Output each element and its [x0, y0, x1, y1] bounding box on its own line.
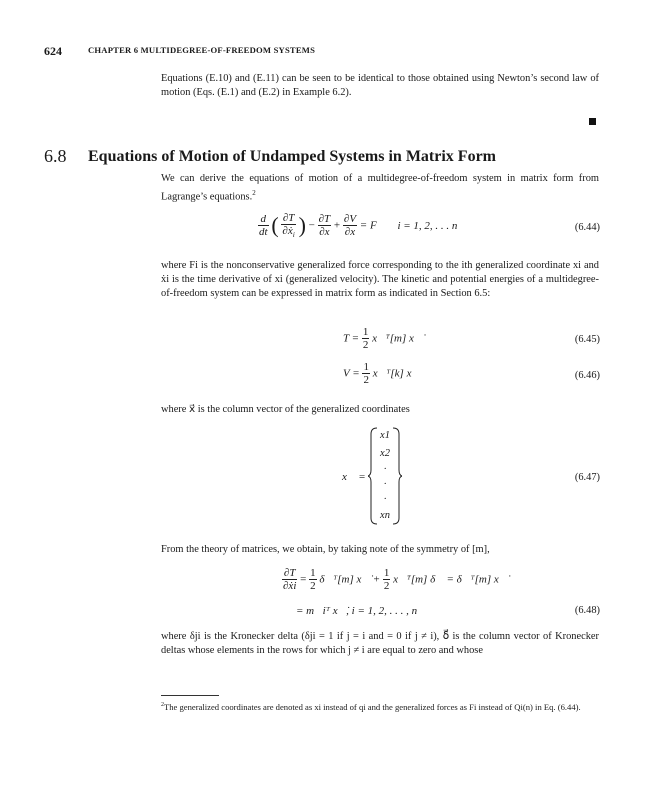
paragraph-text: We can derive the equations of motion of a multidegree-of-freedom system in matrix form from Lagrange’s equations.	[161, 173, 599, 203]
vector-entry-dot: ·	[383, 479, 387, 490]
dT-dxdot-fraction: $\frac{\partial T}{\partial ẋ_i}$	[282, 212, 295, 240]
equation-label-6-46: (6.46)	[574, 370, 600, 381]
equation-6-46: V = $\frac{1}{2}$ x⃗ᵀ[k] x⃗	[343, 361, 421, 386]
end-of-example-mark	[589, 118, 596, 125]
equation-label-6-44: (6.44)	[574, 222, 600, 233]
section-number: 6.8	[44, 146, 67, 166]
paragraph-kronecker-delta: where δji is the Kronecker delta (δji = 1 if j = i and = 0 if j ≠ i), δ⃗ is the column vector of Kronecker deltas whose elements in the rows for which j ≠ i are equal to zero and whose	[161, 631, 599, 656]
dT-dx-fraction: $\frac{\partial T}{\partial x}$	[318, 213, 331, 239]
footnote-text: The generalized coordinates are denoted as xi instead of qi and the generalized forces as Fi instead of Qi(n) in Eq. (6.44).	[164, 701, 581, 712]
equation-6-48-line-1: $\frac{\partial T}{\text{∂ẋi}}$ = $\frac{1}{2}$ δ⃗ᵀ[m] x⃗̇ + $\frac{1}{2}$ x⃗̇ᵀ[m] δ⃗ = δ⃗ᵀ[m] x⃗̇	[283, 567, 508, 592]
footnote	[161, 699, 599, 713]
column-vector-x	[368, 426, 402, 526]
equation-label-6-45: (6.45)	[574, 334, 600, 345]
paragraph-intro-lagrange	[161, 172, 599, 204]
dV-dx-fraction: $\frac{\partial V}{\partial x}$	[343, 213, 357, 239]
vector-entry-dot: ·	[383, 464, 387, 475]
equation-label-6-48: (6.48)	[574, 605, 600, 616]
equation-6-48-line-2: = m⃗iᵀ x⃗̇, i = 1, 2, . . . , n	[296, 605, 418, 617]
intro-paragraph: Equations (E.10) and (E.11) can be seen to be identical to those obtained using Newton’s second law of motion (Eqs. (E.1) and (E.2) in Example 6.2).	[161, 73, 599, 98]
equation-6-47-lhs: x⃗ =	[342, 471, 366, 483]
vector-entry-x2: x2	[380, 448, 390, 459]
footnote-ref: 2	[252, 189, 256, 197]
footnote-mark: 2	[161, 702, 164, 708]
vector-entry-dot: ·	[383, 494, 387, 505]
vector-entry-x1: x1	[380, 430, 390, 441]
vector-entry-xn: xn	[380, 510, 390, 521]
d-dt-fraction: $\frac{d}{dt}$	[259, 213, 268, 239]
running-header: CHAPTER 6 MULTIDEGREE-OF-FREEDOM SYSTEMS	[88, 45, 316, 55]
equation-label-6-47: (6.47)	[574, 472, 600, 483]
equation-6-45: T = $\frac{1}{2}$ x⃗̇ᵀ[m] x⃗̇	[343, 326, 423, 351]
page-number: 624	[44, 44, 62, 58]
section-title: Equations of Motion of Undamped Systems in Matrix Form	[88, 148, 497, 165]
footnote-rule	[161, 695, 219, 696]
paragraph-column-vector: where x⃗ is the column vector of the generalized coordinates	[161, 404, 410, 415]
equation-6-44: $\frac{d}{dt}$ ( $\frac{\partial T}{\partial ẋ_i}$ ) − $\frac{\partial T}{\partial x}$ + $\frac{\partial V}{\partial x}$ = F i = 1, 2, . . . n	[259, 212, 458, 240]
paragraph-generalized-force: where Fi is the nonconservative generalized force corresponding to the ith generalized coordinate xi and ẋi is the time derivative of xi (generalized velocity). The kinetic and potential energies of a multidegree-of-freedom system can be expressed in matrix form as indicated in Section 6.5:	[161, 260, 599, 299]
paragraph-matrix-theory: From the theory of matrices, we obtain, by taking note of the symmetry of [m],	[161, 544, 490, 555]
